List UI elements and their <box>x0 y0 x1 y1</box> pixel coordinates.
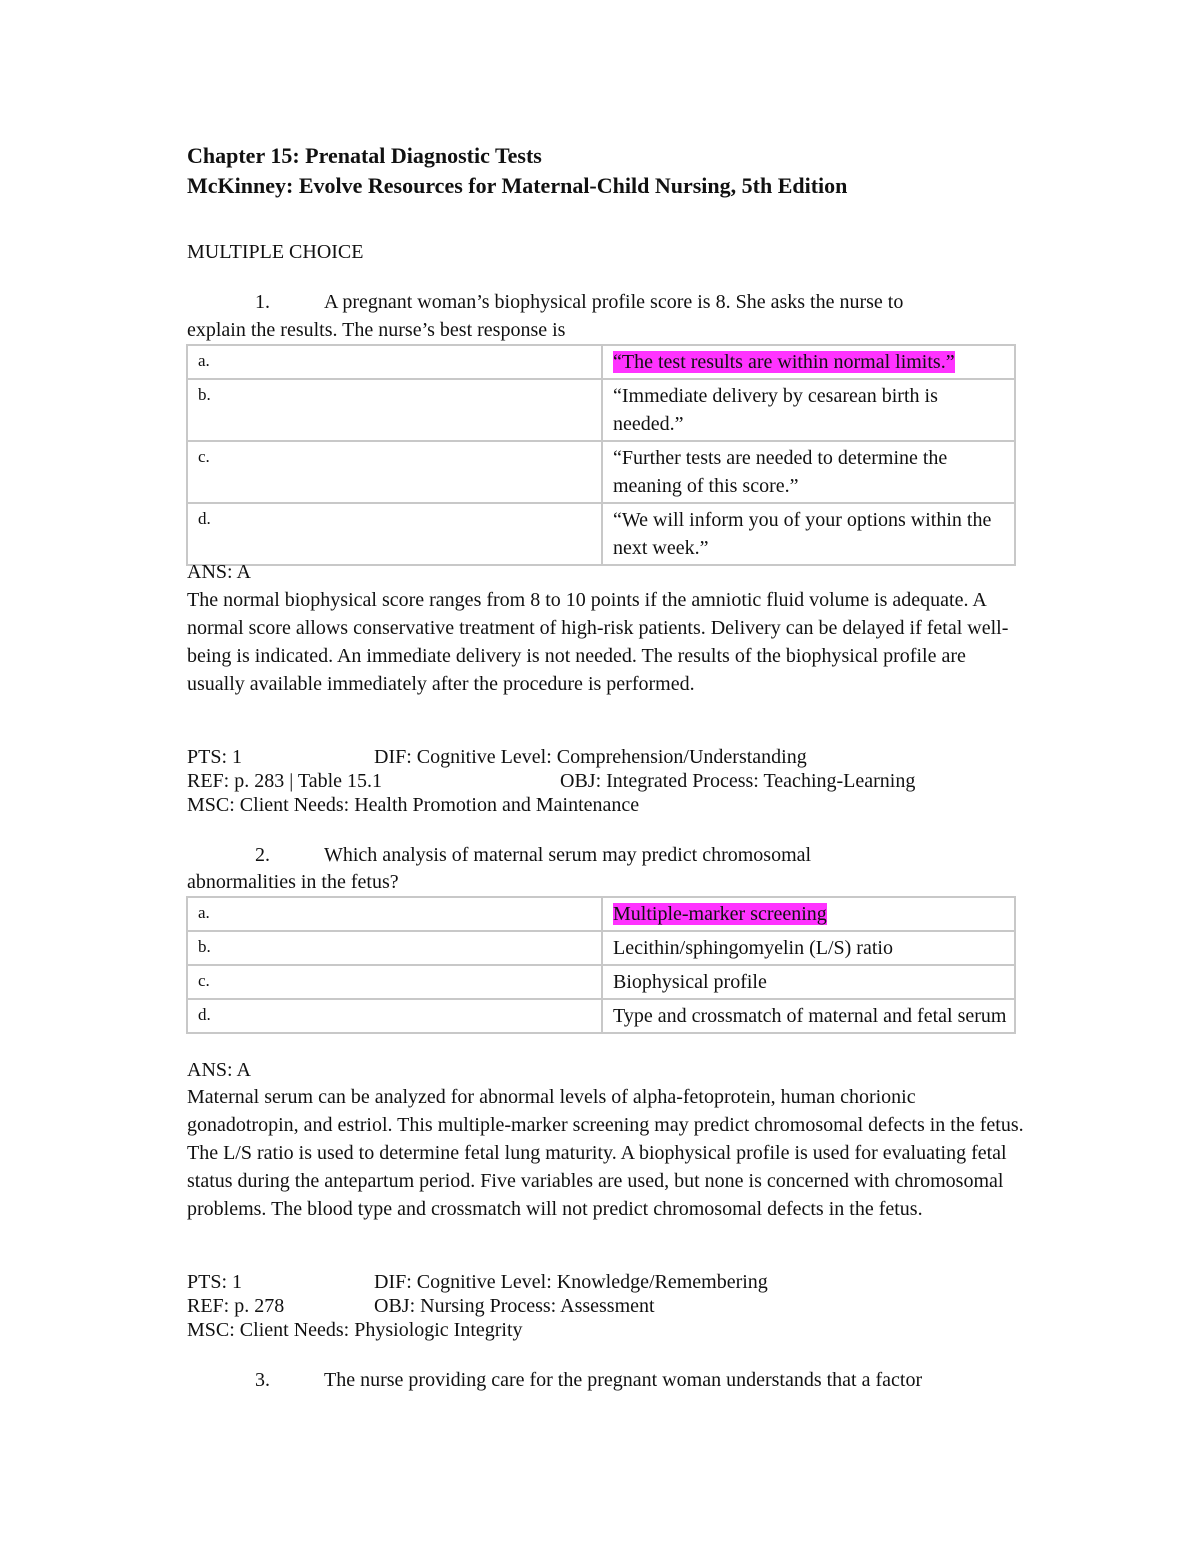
rationale: The normal biophysical score ranges from 8 to 10 points if the amniotic fluid volume is adequate. A normal score allows conservative treatment of high-risk patients. Delivery can be delayed if fetal well-being is indicated. An immediate delivery is not needed. The results of the biophysical profile are usually available immediately after the procedure is performed. <box>187 589 1009 695</box>
option-letter: c. <box>187 441 602 503</box>
question-stem-continued: explain the results. The nurse’s best response is <box>187 319 566 341</box>
option-letter: b. <box>187 379 602 441</box>
answer-key: ANS: A <box>187 561 251 583</box>
option-letter: b. <box>187 931 602 965</box>
client-needs: MSC: Client Needs: Health Promotion and Maintenance <box>187 794 640 816</box>
option-text: “Immediate delivery by cesarean birth is needed.” <box>602 379 1015 441</box>
option-letter: c. <box>187 965 602 999</box>
option-row <box>187 503 1015 565</box>
option-text <box>602 897 1015 931</box>
option-row <box>187 965 1015 999</box>
objective: OBJ: Integrated Process: Teaching-Learning <box>560 770 916 792</box>
book-title: McKinney: Evolve Resources for Maternal-Child Nursing, 5th Edition <box>187 173 848 198</box>
option-row <box>187 441 1015 503</box>
option-text: Biophysical profile <box>602 965 1015 999</box>
option-letter: a. <box>187 897 602 931</box>
option-row <box>187 379 1015 441</box>
chapter-title: Chapter 15: Prenatal Diagnostic Tests <box>187 143 542 168</box>
option-letter: d. <box>187 999 602 1033</box>
rationale: Maternal serum can be analyzed for abnormal levels of alpha-fetoprotein, human chorionic gonadotropin, and estriol. This multiple-marker screening may predict chromosomal defects in the fetus. The L/S ratio is used to determine fetal lung maturity. A biophysical profile is used for evaluating fetal status during the antepartum period. Five variables are used, but none is concerned with chromosomal problems. The blood type and crossmatch will not predict chromosomal defects in the fetus. <box>187 1086 1024 1220</box>
option-text: “Further tests are needed to determine the meaning of this score.” <box>602 441 1015 503</box>
points: PTS: 1 <box>187 1271 243 1293</box>
difficulty: DIF: Cognitive Level: Comprehension/Understanding <box>374 746 807 768</box>
reference: REF: p. 283 | Table 15.1 <box>187 770 383 792</box>
option-row <box>187 999 1015 1033</box>
option-text <box>602 345 1015 379</box>
question-stem-continued: abnormalities in the fetus? <box>187 871 399 893</box>
options-table <box>186 344 1016 566</box>
objective: OBJ: Nursing Process: Assessment <box>374 1295 655 1317</box>
question-number: 3. <box>255 1369 270 1391</box>
question-stem: The nurse providing care for the pregnant woman understands that a factor <box>324 1369 923 1391</box>
highlighted-answer: Multiple-marker screening <box>613 903 827 925</box>
answer-key: ANS: A <box>187 1059 251 1081</box>
points: PTS: 1 <box>187 746 243 768</box>
question-stem: Which analysis of maternal serum may predict chromosomal <box>324 844 812 866</box>
option-text: Lecithin/sphingomyelin (L/S) ratio <box>602 931 1015 965</box>
option-letter: a. <box>187 345 602 379</box>
difficulty: DIF: Cognitive Level: Knowledge/Remembering <box>374 1271 768 1293</box>
question-number: 1. <box>255 291 270 313</box>
reference: REF: p. 278 <box>187 1295 285 1317</box>
option-row <box>187 897 1015 931</box>
question-number: 2. <box>255 844 270 866</box>
option-text: Type and crossmatch of maternal and fetal serum <box>602 999 1015 1033</box>
client-needs: MSC: Client Needs: Physiologic Integrity <box>187 1319 523 1341</box>
option-row <box>187 345 1015 379</box>
section-label: MULTIPLE CHOICE <box>187 241 364 263</box>
options-table <box>186 896 1016 1034</box>
question-stem: A pregnant woman’s biophysical profile score is 8. She asks the nurse to <box>324 291 904 313</box>
option-text: “We will inform you of your options within the next week.” <box>602 503 1015 565</box>
highlighted-answer: “The test results are within normal limits.” <box>613 351 955 373</box>
option-letter: d. <box>187 503 602 565</box>
option-row <box>187 931 1015 965</box>
